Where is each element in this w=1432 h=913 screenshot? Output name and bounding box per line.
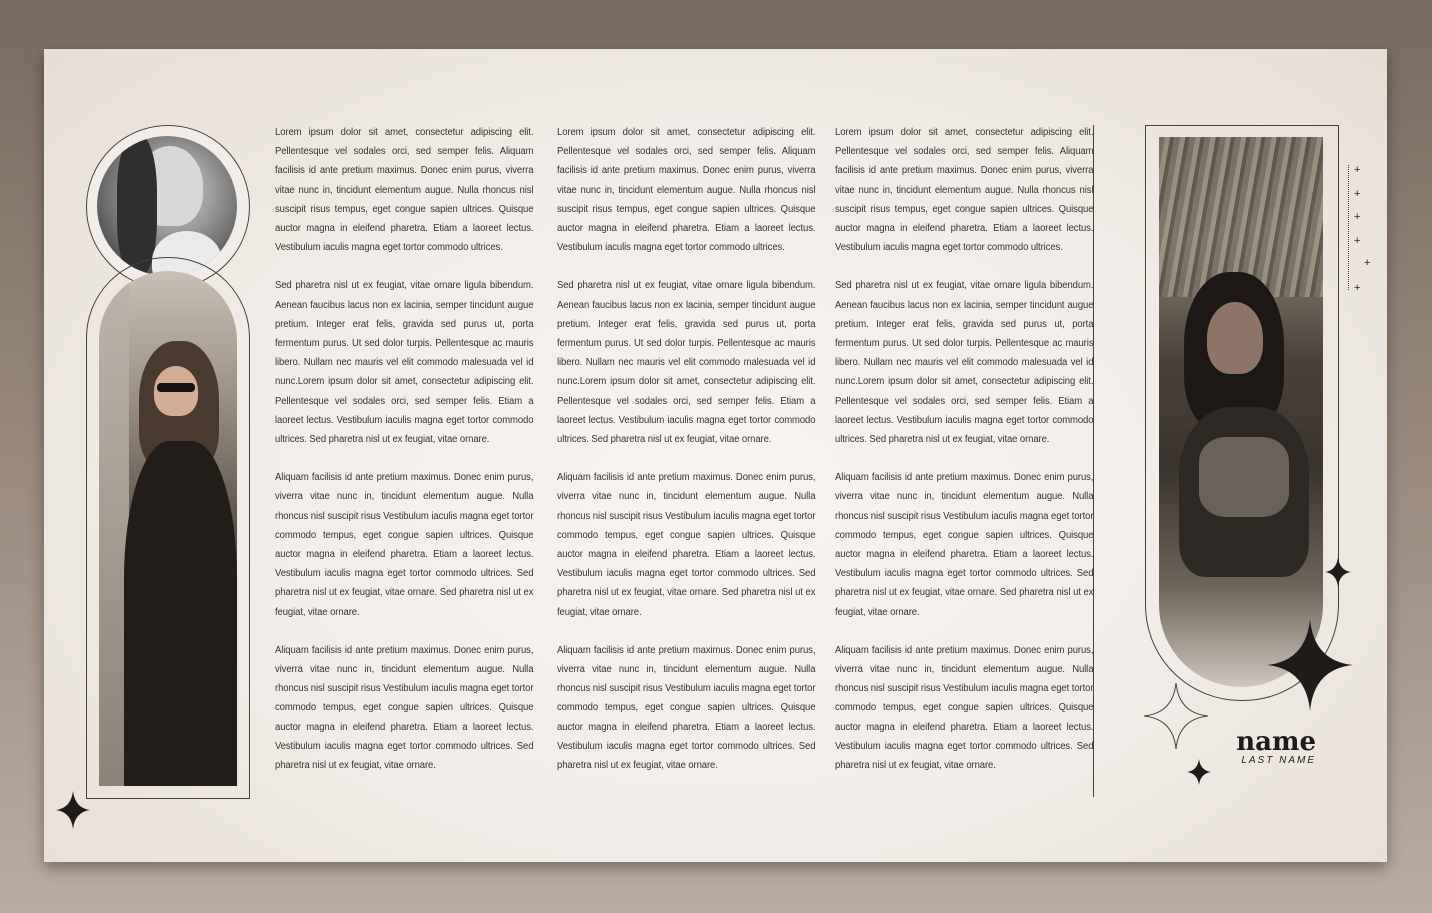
- four-point-star-icon: [56, 791, 90, 829]
- signature-block: [1234, 729, 1316, 766]
- portrait-photo-right: [1159, 137, 1323, 687]
- four-point-star-icon: [1325, 557, 1351, 587]
- paragraph: Aliquam facilisis id ante pretium maximus. Donec enim purus, viverra vitae nunc in, tincidunt elementum augue. Nulla rhoncus nisl suscipit risus Vestibulum iaculis magna eget tortor commodo tempus, eget congue sapien ultrices. Quisque auctor magna in eleifend pharetra. Etiam a laoreet lectus. Vestibulum iaculis magna eget tortor commodo ultrices. Sed pharetra nisl ut ex feugiat, vitae ornare.: [275, 644, 534, 772]
- paragraph: Sed pharetra nisl ut ex feugiat, vitae ornare ligula bibendum. Aenean faucibus lacus non ex lacinia, semper tincidunt augue pretium. Integer erat felis, gravida sed purus ut, porta fermentum purus. Ut sed dolor turpis. Pellentesque ac mauris libero. Nullam nec mauris vel elit commodo malesuada vel id nunc.Lorem ipsum dolor sit amet, consectetur adipiscing elit. Pellentesque vel sodales orci, sed semper felis. Etiam a laoreet lectus. Vestibulum iaculis magna eget tortor commodo ultrices. Sed pharetra nisl ut ex feugiat, vitae ornare.: [275, 280, 534, 446]
- column-divider: [1093, 125, 1094, 797]
- paragraph: Aliquam facilisis id ante pretium maximus. Donec enim purus, viverra vitae nunc in, tincidunt elementum augue. Nulla rhoncus nisl suscipit risus Vestibulum iaculis magna eget tortor commodo tempus, eget congue sapien ultrices. Quisque auctor magna in eleifend pharetra. Etiam a laoreet lectus. Vestibulum iaculis magna eget tortor commodo ultrices. Sed pharetra nisl ut ex feugiat, vitae ornare.: [835, 644, 1094, 772]
- paragraph: Lorem ipsum dolor sit amet, consectetur adipiscing elit. Pellentesque vel sodales orci, sed semper felis. Aliquam facilisis id ante pretium maximus. Donec enim purus, viverra vitae nunc in, tincidunt elementum augue. Nulla rhoncus nisl suscipit risus tempus, eget congue sapien ultrices. Quisque auctor magna in eleifend pharetra. Etiam a laoreet lectus. Vestibulum iaculis magna eget tortor commodo ultrices.: [275, 127, 534, 254]
- text-column-2: [557, 123, 815, 794]
- text-column-3: [835, 123, 1093, 794]
- paragraph: Lorem ipsum dolor sit amet, consectetur adipiscing elit. Pellentesque vel sodales orci, sed semper felis. Aliquam facilisis id ante pretium maximus. Donec enim purus, viverra vitae nunc in, tincidunt elementum augue. Nulla rhoncus nisl suscipit risus tempus, eget congue sapien ultrices. Quisque auctor magna in eleifend pharetra. Etiam a laoreet lectus. Vestibulum iaculis magna eget tortor commodo ultrices.: [835, 127, 1094, 254]
- paragraph: Aliquam facilisis id ante pretium maximus. Donec enim purus, viverra vitae nunc in, tincidunt elementum augue. Nulla rhoncus nisl suscipit risus Vestibulum iaculis magna eget tortor commodo tempus, eget congue sapien ultrices. Quisque auctor magna in eleifend pharetra. Etiam a laoreet lectus. Vestibulum iaculis magna eget tortor commodo ultrices. Sed pharetra nisl ut ex feugiat, vitae ornare. Sed pharetra nisl ut ex feugiat, vitae ornare.: [557, 472, 816, 618]
- text-column-1: [275, 123, 533, 794]
- portrait-photo-circle: [97, 136, 237, 276]
- paragraph: Sed pharetra nisl ut ex feugiat, vitae ornare ligula bibendum. Aenean faucibus lacus non ex lacinia, semper tincidunt augue pretium. Integer erat felis, gravida sed purus ut, porta fermentum purus. Ut sed dolor turpis. Pellentesque ac mauris libero. Nullam nec mauris vel elit commodo malesuada vel id nunc.Lorem ipsum dolor sit amet, consectetur adipiscing elit. Pellentesque vel sodales orci, sed semper felis. Etiam a laoreet lectus. Vestibulum iaculis magna eget tortor commodo ultrices. Sed pharetra nisl ut ex feugiat, vitae ornare.: [835, 280, 1094, 446]
- paragraph: Lorem ipsum dolor sit amet, consectetur adipiscing elit. Pellentesque vel sodales orci, sed semper felis. Aliquam facilisis id ante pretium maximus. Donec enim purus, viverra vitae nunc in, tincidunt elementum augue. Nulla rhoncus nisl suscipit risus tempus, eget congue sapien ultrices. Quisque auctor magna in eleifend pharetra. Etiam a laoreet lectus. Vestibulum iaculis magna eget tortor commodo ultrices.: [557, 127, 816, 254]
- tick-mark: +: [1354, 164, 1361, 176]
- signature-last-name: LAST NAME: [1241, 755, 1316, 766]
- paragraph: Aliquam facilisis id ante pretium maximus. Donec enim purus, viverra vitae nunc in, tincidunt elementum augue. Nulla rhoncus nisl suscipit risus Vestibulum iaculis magna eget tortor commodo tempus, eget congue sapien ultrices. Quisque auctor magna in eleifend pharetra. Etiam a laoreet lectus. Vestibulum iaculis magna eget tortor commodo ultrices. Sed pharetra nisl ut ex feugiat, vitae ornare. Sed pharetra nisl ut ex feugiat, vitae ornare.: [835, 472, 1094, 618]
- four-point-star-icon: [1267, 619, 1353, 711]
- portrait-photo-arch: [99, 271, 237, 786]
- tick-mark: +: [1354, 235, 1361, 247]
- four-point-star-icon: [1187, 759, 1211, 785]
- tick-mark: +: [1354, 188, 1361, 200]
- tick-marks: [1334, 165, 1374, 295]
- tick-mark: +: [1364, 257, 1371, 269]
- four-point-star-outline-icon: [1144, 683, 1208, 749]
- tick-mark: +: [1354, 211, 1361, 223]
- document-page: [44, 49, 1387, 862]
- tick-mark: +: [1354, 282, 1361, 294]
- signature-name: name: [1236, 727, 1316, 757]
- paragraph: Aliquam facilisis id ante pretium maximus. Donec enim purus, viverra vitae nunc in, tincidunt elementum augue. Nulla rhoncus nisl suscipit risus Vestibulum iaculis magna eget tortor commodo tempus, eget congue sapien ultrices. Quisque auctor magna in eleifend pharetra. Etiam a laoreet lectus. Vestibulum iaculis magna eget tortor commodo ultrices. Sed pharetra nisl ut ex feugiat, vitae ornare.: [557, 644, 816, 772]
- paragraph: Sed pharetra nisl ut ex feugiat, vitae ornare ligula bibendum. Aenean faucibus lacus non ex lacinia, semper tincidunt augue pretium. Integer erat felis, gravida sed purus ut, porta fermentum purus. Ut sed dolor turpis. Pellentesque ac mauris libero. Nullam nec mauris vel elit commodo malesuada vel id nunc.Lorem ipsum dolor sit amet, consectetur adipiscing elit. Pellentesque vel sodales orci, sed semper felis. Etiam a laoreet lectus. Vestibulum iaculis magna eget tortor commodo ultrices. Sed pharetra nisl ut ex feugiat, vitae ornare.: [557, 280, 816, 446]
- paragraph: Aliquam facilisis id ante pretium maximus. Donec enim purus, viverra vitae nunc in, tincidunt elementum augue. Nulla rhoncus nisl suscipit risus Vestibulum iaculis magna eget tortor commodo tempus, eget congue sapien ultrices. Quisque auctor magna in eleifend pharetra. Etiam a laoreet lectus. Vestibulum iaculis magna eget tortor commodo ultrices. Sed pharetra nisl ut ex feugiat, vitae ornare. Sed pharetra nisl ut ex feugiat, vitae ornare.: [275, 472, 534, 618]
